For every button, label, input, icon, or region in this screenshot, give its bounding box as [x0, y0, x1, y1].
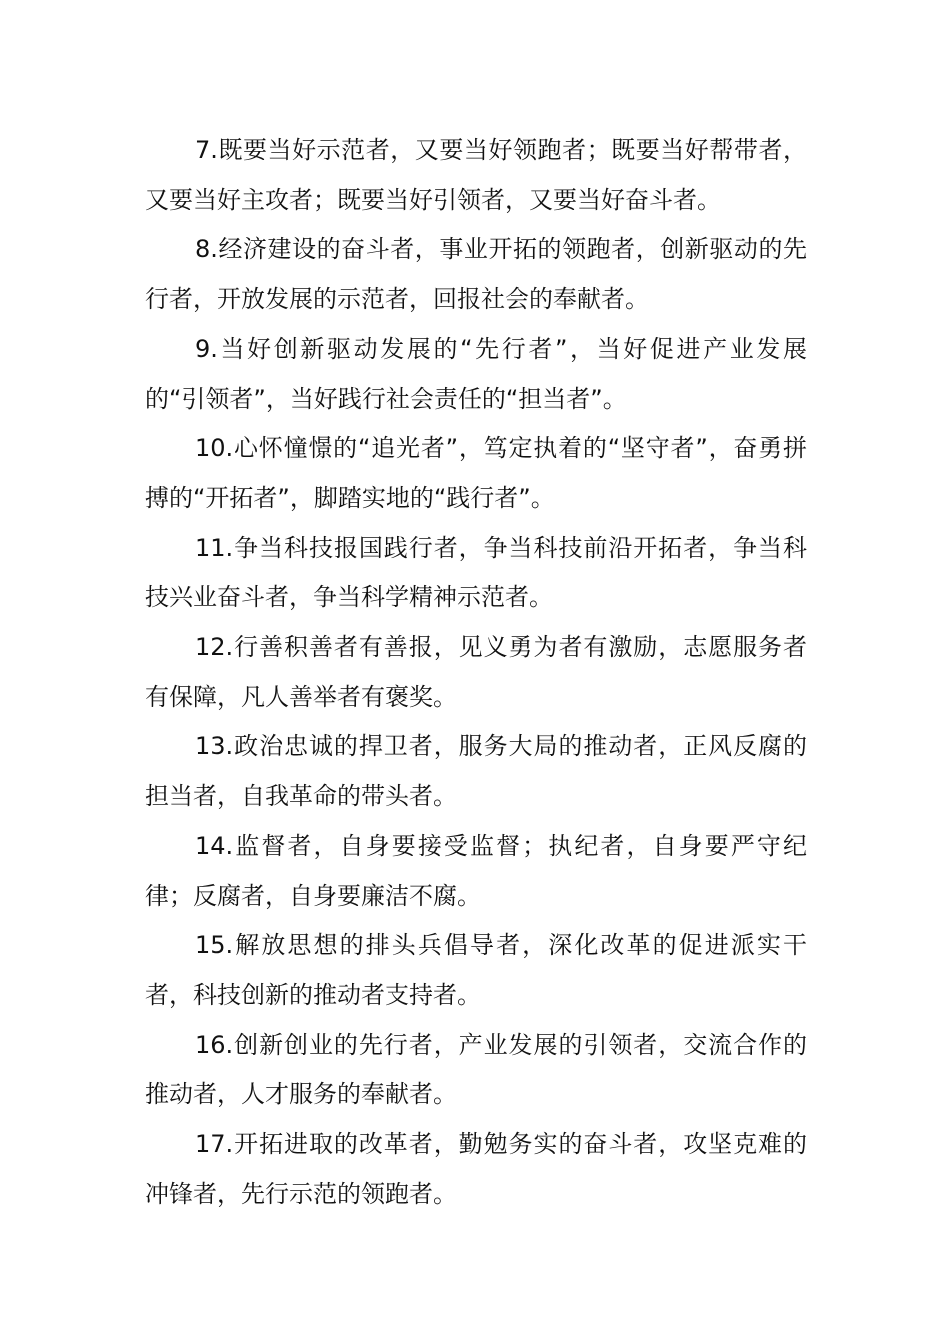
paragraph-9: 9.当好创新驱动发展的“先行者”，当好促进产业发展的“引领者”，当好践行社会责任的“担当者”。 — [145, 334, 807, 413]
paragraph-16: 16.创新创业的先行者，产业发展的引领者，交流合作的推动者，人才服务的奉献者。 — [145, 1030, 807, 1109]
paragraph-8: 8.经济建设的奋斗者，事业开拓的领跑者，创新驱动的先行者，开放发展的示范者，回报社会的奉献者。 — [145, 235, 807, 314]
paragraph-17: 17.开拓进取的改革者，勤勉务实的奋斗者，攻坚克难的冲锋者，先行示范的领跑者。 — [145, 1130, 807, 1208]
paragraph-14: 14.监督者，自身要接受监督；执纪者，自身要严守纪律；反腐者，自身要廉洁不腐。 — [145, 831, 807, 910]
paragraph-7: 7.既要当好示范者，又要当好领跑者；既要当好帮带者，又要当好主攻者；既要当好引领者，又要当好奋斗者。 — [145, 136, 807, 214]
paragraph-13: 13.政治忠诚的捍卫者，服务大局的推动者，正风反腐的担当者，自我革命的带头者。 — [145, 732, 807, 811]
paragraph-12: 12.行善积善者有善报，见义勇为者有激励，志愿服务者有保障，凡人善举者有褒奖。 — [145, 633, 807, 711]
paragraph-15: 15.解放思想的排头兵倡导者，深化改革的促进派实干者，科技创新的推动者支持者。 — [145, 931, 807, 1009]
document-body — [145, 126, 807, 1219]
paragraph-11: 11.争当科技报国践行者，争当科技前沿开拓者，争当科技兴业奋斗者，争当科学精神示范者。 — [145, 533, 807, 612]
paragraph-10: 10.心怀憧憬的“追光者”，笃定执着的“坚守者”，奋勇拼搏的“开拓者”，脚踏实地的“践行者”。 — [145, 434, 807, 512]
